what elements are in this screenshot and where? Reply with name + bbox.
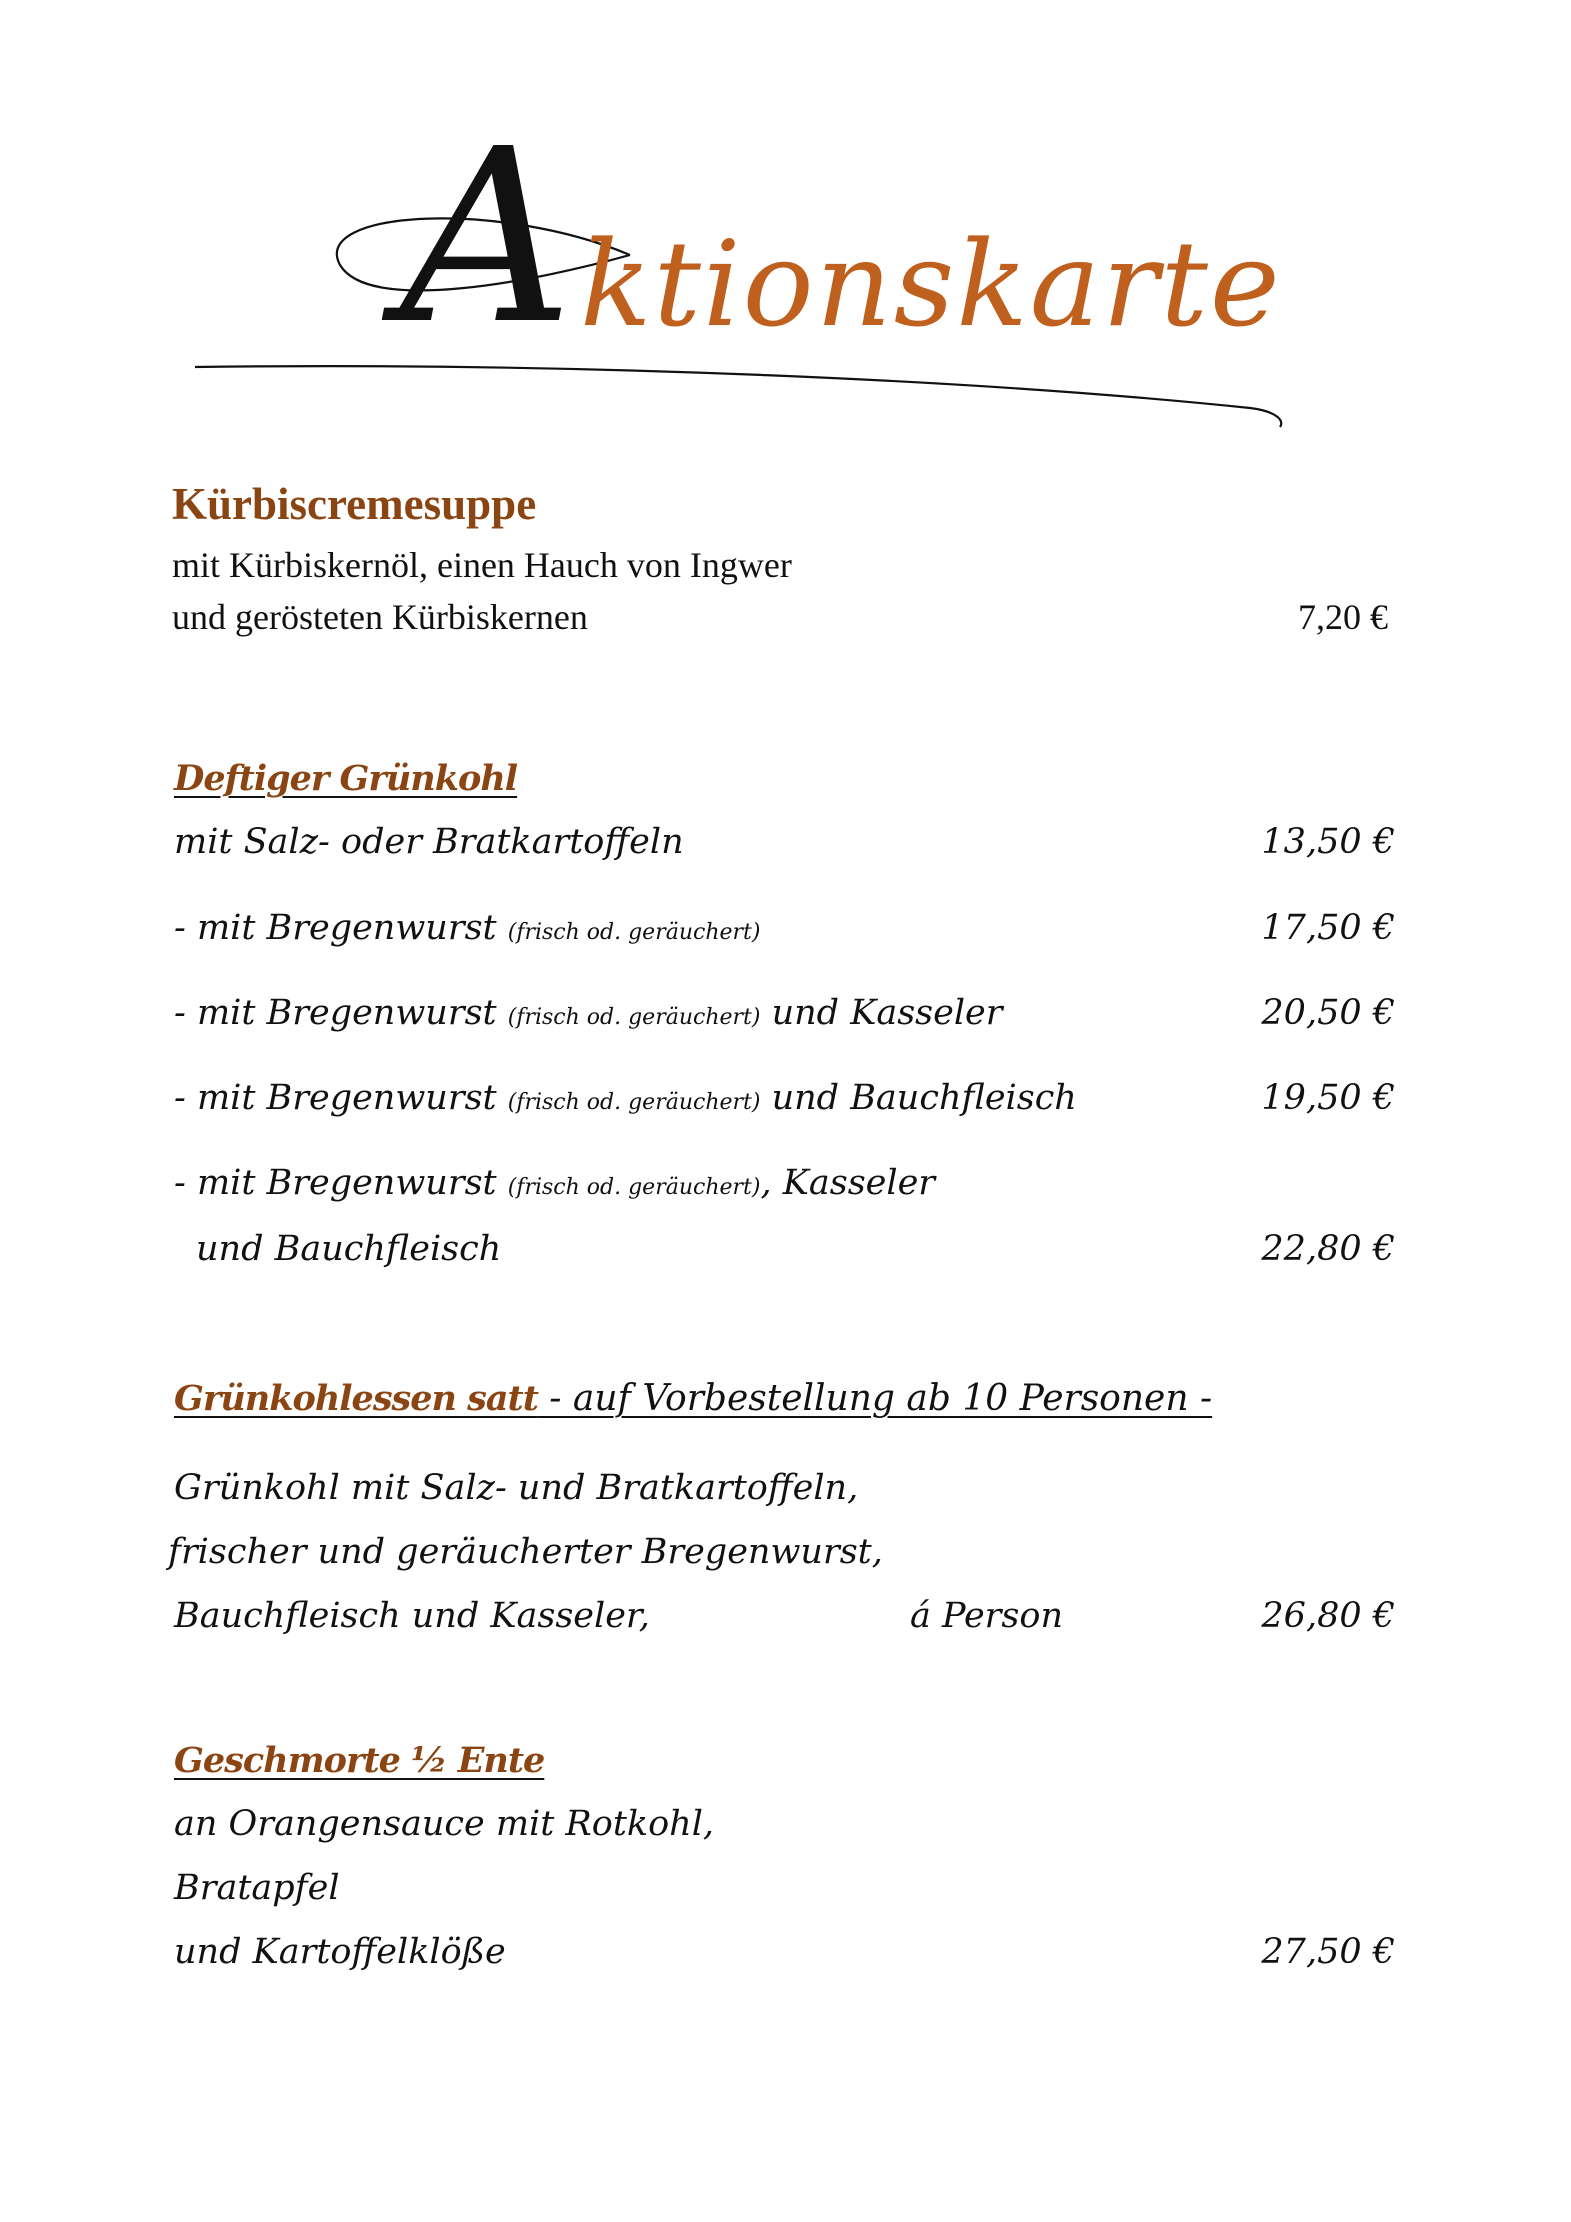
soup-name: Kürbiscremesuppe xyxy=(172,479,537,529)
item-text: - mit Bregenwurst xyxy=(174,908,508,948)
gruenkohl-item-2-price: 17,50 € xyxy=(1261,908,1395,948)
title-flourish xyxy=(180,97,1400,460)
ente-line3: und Kartoffelklöße xyxy=(174,1932,506,1972)
gruenkohl-item-5 xyxy=(174,1163,935,1203)
gruenkohl-item-5-price: 22,80 € xyxy=(1261,1229,1395,1269)
item-text: - mit Bregenwurst xyxy=(174,1078,508,1118)
gruenkohl-item-4 xyxy=(174,1078,1077,1118)
satt-line1: Grünkohl mit Salz- und Bratkartoffeln, xyxy=(174,1468,859,1508)
satt-price: 26,80 € xyxy=(1261,1596,1395,1636)
gruenkohl-item-2 xyxy=(174,908,760,948)
menu-title xyxy=(180,97,1400,460)
item-text: - mit Bregenwurst xyxy=(174,1163,508,1203)
item-note: (frisch od. geräuchert) xyxy=(507,920,761,945)
title-first-letter: A xyxy=(400,97,574,377)
item-note: (frisch od. geräuchert) xyxy=(507,1090,761,1115)
ente-heading: Geschmorte ½ Ente xyxy=(174,1740,545,1781)
title-rest: ktionskarte xyxy=(580,215,1282,353)
gruenkohl-item-5-line2: und Bauchfleisch xyxy=(196,1229,502,1269)
ente-line1: an Orangensauce mit Rotkohl, xyxy=(174,1804,715,1844)
satt-heading-sub: - auf Vorbestellung ab 10 Personen - xyxy=(537,1378,1213,1419)
gruenkohl-item-1-price: 13,50 € xyxy=(1261,822,1395,862)
satt-line3: Bauchfleisch und Kasseler, xyxy=(174,1596,650,1636)
item-note: (frisch od. geräuchert) xyxy=(507,1175,761,1200)
ente-price: 27,50 € xyxy=(1261,1932,1395,1972)
satt-line2: frischer und geräucherter Bregenwurst, xyxy=(168,1532,883,1572)
item-after: und Kasseler xyxy=(760,993,1003,1033)
item-note: (frisch od. geräuchert) xyxy=(507,1005,761,1030)
soup-desc-line1: mit Kürbiskernöl, einen Hauch von Ingwer xyxy=(172,545,792,585)
satt-heading: Grünkohlessen satt xyxy=(174,1378,538,1419)
ente-line2: Bratapfel xyxy=(174,1868,340,1908)
gruenkohl-item-4-price: 19,50 € xyxy=(1261,1078,1395,1118)
gruenkohl-heading: Deftiger Grünkohl xyxy=(174,758,518,799)
item-text: - mit Bregenwurst xyxy=(174,993,508,1033)
gruenkohl-item-3 xyxy=(174,993,1003,1033)
satt-per-person: á Person xyxy=(910,1596,1063,1636)
soup-desc-line2: und gerösteten Kürbiskernen xyxy=(172,597,588,637)
gruenkohl-item-1 xyxy=(174,822,684,862)
item-after: und Bauchfleisch xyxy=(760,1078,1077,1118)
satt-heading-row xyxy=(174,1378,1212,1419)
item-text: mit Salz- oder Bratkartoffeln xyxy=(174,822,684,862)
soup-price: 7,20 € xyxy=(1298,597,1388,637)
item-after: , Kasseler xyxy=(760,1163,936,1203)
gruenkohl-item-3-price: 20,50 € xyxy=(1261,993,1395,1033)
